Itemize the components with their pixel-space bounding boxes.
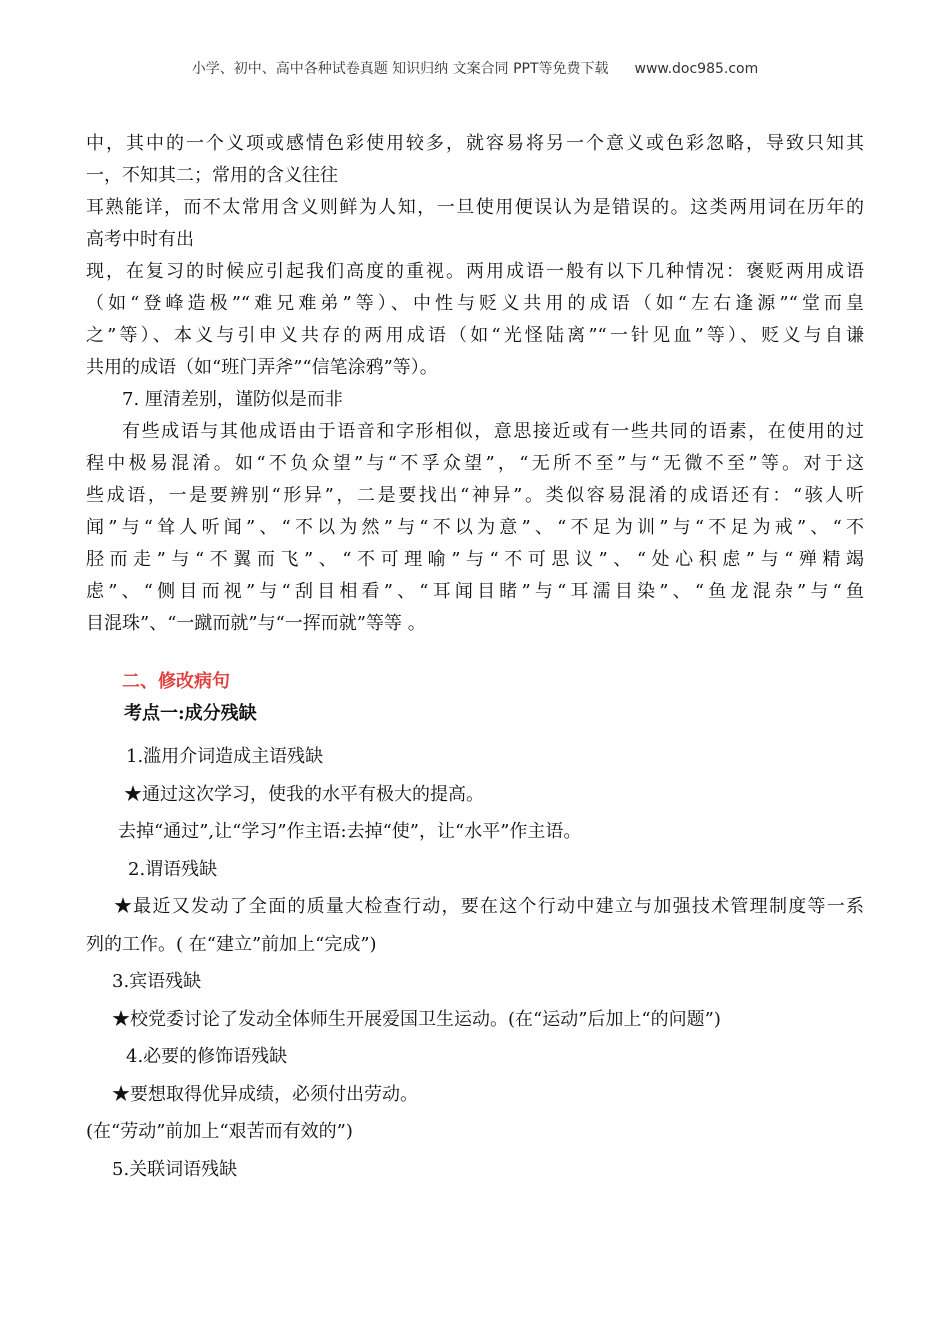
item7-line: 程中极易混淆。如“不负众望”与“不孚众望”，“无所不至”与“无微不至”等。对于这 [86, 453, 864, 474]
example-2: ★最近又发动了全面的质量大检查行动，要在这个行动中建立与加强技术管理制度等一系 [114, 896, 864, 917]
subheading-1: 1.滥用介词造成主语残缺 [126, 746, 324, 767]
para1-line: 一，不知其二；常用的含义往往 [86, 165, 338, 186]
para1-line: （如“登峰造极”“难兄难弟”等）、中性与贬义共用的成语（如“左右逢源”“堂而皇 [86, 293, 864, 314]
para1-line: 共用的成语（如“班门弄斧”“信笔涂鸦”等）。 [86, 357, 438, 378]
subheading-2: 2.谓语残缺 [128, 858, 218, 880]
example-2-cont: 列的工作。( 在“建立”前加上“完成”) [86, 933, 377, 955]
header-text: 小学、初中、高中各种试卷真题 知识归纳 文案合同 PPT等免费下载 [191, 61, 609, 77]
page-header [0, 58, 950, 78]
example-4: ★要想取得优异成绩，必须付出劳动。 [112, 1083, 418, 1105]
para1-line: 中，其中的一个义项或感情色彩使用较多，就容易将另一个意义或色彩忽略，导致只知其 [86, 133, 864, 154]
item7-line: 闻”与“耸人听闻”、“不以为然”与“不以为意”、“不足为训”与“不足为戒”、“不 [86, 517, 864, 538]
para1-line: 之”等）、本义与引申义共存的两用成语（如“光怪陆离”“一针见血”等）、贬义与自谦 [86, 325, 864, 346]
subheading-4: 4.必要的修饰语残缺 [126, 1046, 288, 1067]
fix-4: (在“劳动”前加上“艰苦而有效的”) [86, 1121, 353, 1142]
section-heading: 二、修改病句 [122, 671, 230, 692]
header-site-url: www.doc985.com [634, 61, 759, 77]
kaodian-heading: 考点一:成分残缺 [124, 703, 257, 724]
example-1: ★通过这次学习，使我的水平有极大的提高。 [124, 783, 484, 805]
item7-line: 虑”、“侧目而视”与“刮目相看”、“耳闻目睹”与“耳濡目染”、“鱼龙混杂”与“鱼 [86, 581, 864, 602]
fix-1: 去掉“通过”,让“学习”作主语:去掉“使”，让“水平”作主语。 [118, 821, 582, 842]
subheading-3: 3.宾语残缺 [112, 971, 202, 992]
document-body [86, 128, 864, 1188]
example-3: ★校党委讨论了发动全体师生开展爱国卫生运动。(在“运动”后加上“的问题”) [112, 1008, 721, 1030]
item7-line: 有些成语与其他成语由于语音和字形相似，意思接近或有一些共同的语素，在使用的过 [122, 421, 864, 442]
item7-line: 些成语，一是要辨别“形异”，二是要找出“神异”。类似容易混淆的成语还有：“骇人听 [86, 485, 864, 506]
subheading-5: 5.关联词语残缺 [112, 1158, 238, 1180]
item7-line: 目混珠”、“一蹴而就”与“一挥而就”等等 。 [86, 613, 426, 634]
para1-line: 现，在复习的时候应引起我们高度的重视。两用成语一般有以下几种情况：褒贬两用成语 [86, 261, 864, 282]
item7-line: 胫而走”与“不翼而飞”、“不可理喻”与“不可思议”、“处心积虑”与“殚精竭 [86, 549, 864, 570]
para1-line: 高考中时有出 [86, 229, 194, 250]
para1-line: 耳熟能详，而不太常用含义则鲜为人知，一旦使用便误认为是错误的。这类两用词在历年的 [86, 197, 864, 218]
item7-title: 7. 厘清差别，谨防似是而非 [122, 389, 343, 410]
